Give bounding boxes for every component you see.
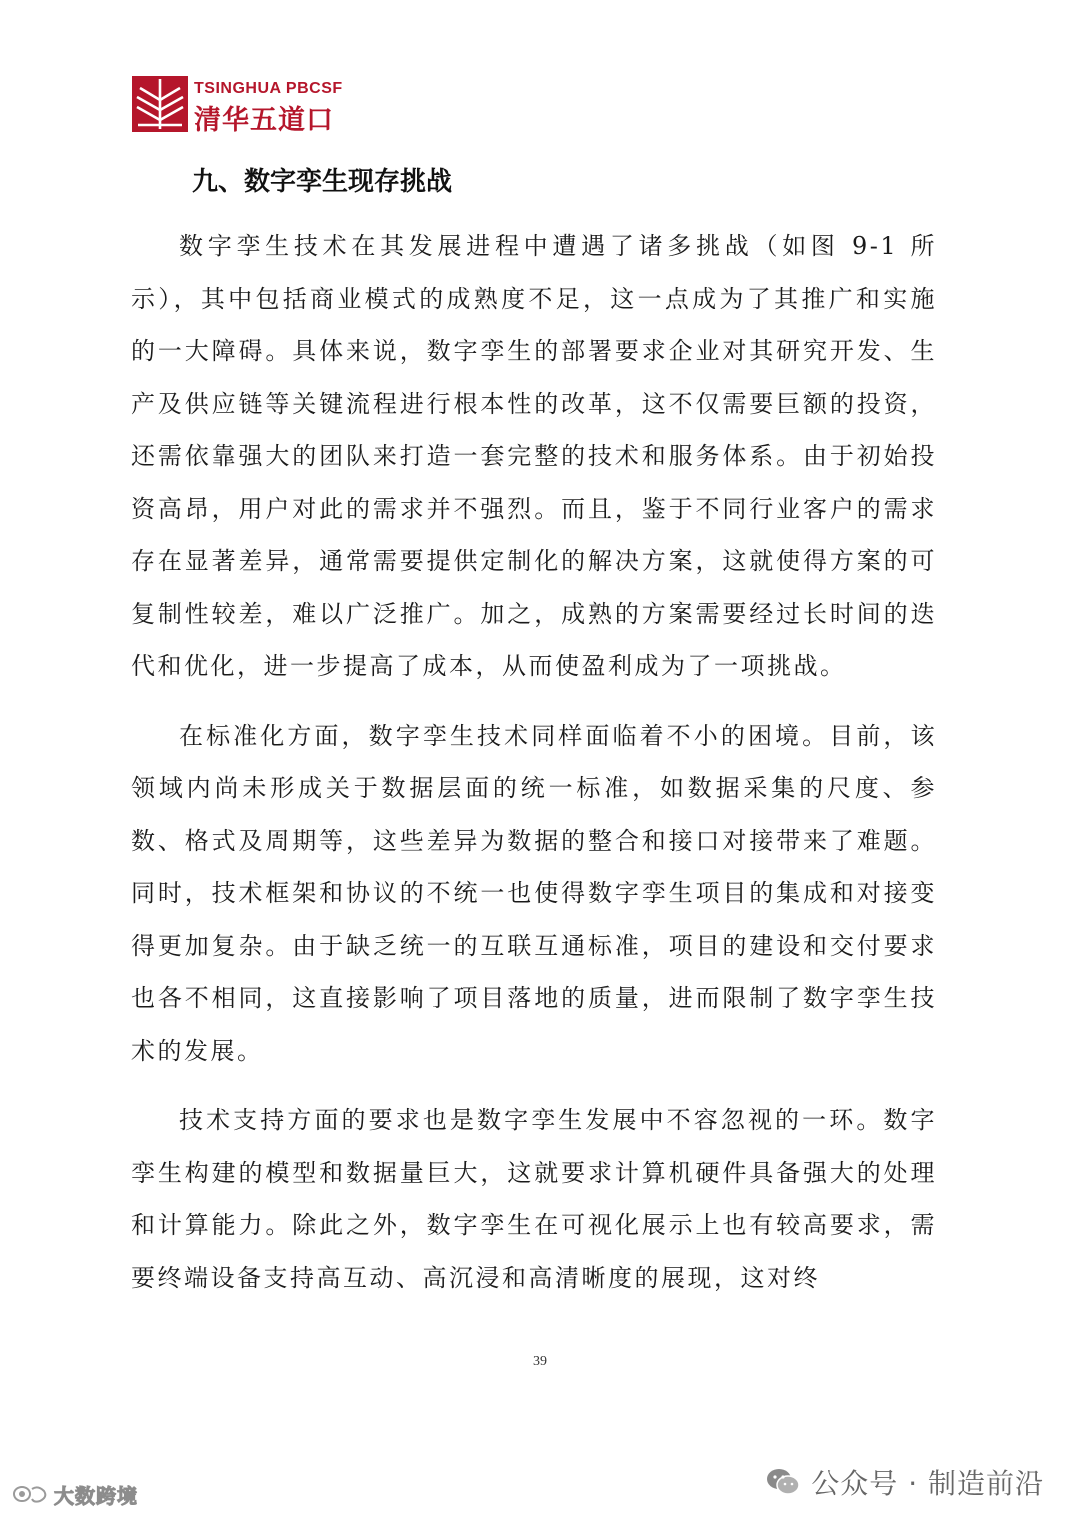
weibo-eye-icon xyxy=(12,1483,48,1505)
logo-english-text: TSINGHUA PBCSF xyxy=(194,80,343,97)
paragraph-business-model: 数字孪生技术在其发展进程中遭遇了诸多挑战（如图 9-1 所示），其中包括商业模式的成熟度不足，这一点成为了其推广和实施的一大障碍。具体来说，数字孪生的部署要求企业对其研究开发、生产及供应链等关键流程进行根本性的改革，这不仅需要巨额的投资，还需依靠强大的团队来打造一套完整的技术和服务体系。由于初始投资高昂，用户对此的需求并不强烈。而且，鉴于不同行业客户的需求存在显著差异，通常需要提供定制化的解决方案，这就使得方案的可复制性较差，难以广泛推广。加之，成熟的方案需要经过长时间的迭代和优化，进一步提高了成本，从而使盈利成为了一项挑战。 xyxy=(131,232,937,680)
watermark-left-text: 大数跨境 xyxy=(54,1483,138,1508)
page-number: 39 xyxy=(533,1354,547,1369)
logo-chinese-text: 清华五道口 xyxy=(194,105,334,136)
watermark-right-text: 公众号 · 制造前沿 xyxy=(811,1467,1044,1500)
section-title: 九、数字孪生现存挑战 xyxy=(192,167,453,197)
watermark-left xyxy=(12,1480,138,1508)
body-text xyxy=(131,220,937,1321)
logo xyxy=(132,76,362,136)
paragraph-technical-support: 技术支持方面的要求也是数字孪生发展中不容忽视的一环。数字孪生构建的模型和数据量巨大，这就要求计算机硬件具备强大的处理和计算能力。除此之外，数字孪生在可视化展示上也有较高要求，需要终端设备支持高互动、高沉浸和高清晰度的展现，这对终 xyxy=(131,1106,937,1292)
tsinghua-pbcsf-logo-icon xyxy=(132,76,188,132)
paragraph-standardization: 在标准化方面，数字孪生技术同样面临着不小的困境。目前，该领域内尚未形成关于数据层面的统一标准，如数据采集的尺度、参数、格式及周期等，这些差异为数据的整合和接口对接带来了难题。同时，技术框架和协议的不统一也使得数字孪生项目的集成和对接变得更加复杂。由于缺乏统一的互联互通标准，项目的建设和交付要求也各不相同，这直接影响了项目落地的质量，进而限制了数字孪生技术的发展。 xyxy=(131,721,937,1065)
watermark-right xyxy=(765,1460,1044,1504)
wechat-icon xyxy=(765,1466,801,1498)
